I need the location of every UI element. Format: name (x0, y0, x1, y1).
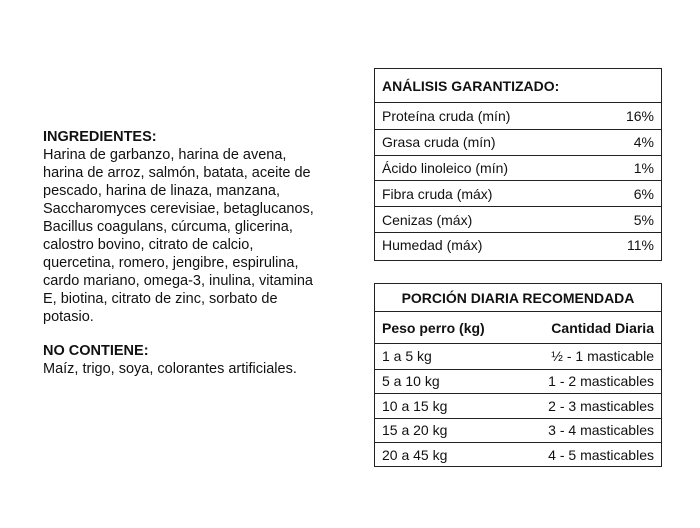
dosage-title: PORCIÓN DIARIA RECOMENDADA (375, 284, 661, 312)
ingredients-line: cardo mariano, omega-3, inulina, vitamina (43, 273, 313, 289)
analysis-value: 16% (625, 107, 654, 124)
daily-dosage-table (374, 283, 662, 467)
ingredients-line: Saccharomyces cerevisiae, betaglucanos, (43, 201, 314, 217)
dosage-row (375, 369, 661, 394)
dosage-weight: 10 a 15 kg (382, 397, 448, 414)
dosage-amount: 4 - 5 masticables (548, 446, 654, 463)
dosage-col-weight: Peso perro (kg) (382, 319, 485, 336)
analysis-row (375, 206, 661, 232)
not-contains-text: Maíz, trigo, soya, colorantes artificiales. (43, 361, 297, 377)
ingredients-line: harina de arroz, salmón, batata, aceite de (43, 165, 311, 181)
analysis-row (375, 180, 661, 206)
analysis-row (375, 103, 661, 129)
dosage-col-amount: Cantidad Diaria (551, 319, 654, 336)
dosage-weight: 1 a 5 kg (382, 348, 432, 365)
ingredients-line: potasio. (43, 309, 94, 325)
ingredients-line: pescado, harina de linaza, manzana, (43, 183, 280, 199)
analysis-title (375, 69, 661, 103)
analysis-value: 6% (633, 185, 654, 202)
dosage-amount: 3 - 4 masticables (548, 422, 654, 439)
dosage-amount: ½ - 1 masticable (551, 348, 654, 365)
ingredients-line: Harina de garbanzo, harina de avena, (43, 147, 287, 163)
ingredients-panel (43, 128, 338, 378)
analysis-row (375, 155, 661, 181)
dosage-weight: 20 a 45 kg (382, 446, 448, 463)
analysis-label: Grasa cruda (mín) (382, 134, 496, 151)
analysis-value: 11% (627, 237, 654, 254)
section-spacer (43, 326, 338, 342)
dosage-row (375, 418, 661, 443)
dosage-amount: 1 - 2 masticables (548, 373, 654, 390)
dosage-weight: 15 a 20 kg (382, 422, 448, 439)
dosage-column-headers (375, 312, 661, 344)
dosage-amount: 2 - 3 masticables (548, 397, 654, 414)
ingredients-title: INGREDIENTES: (43, 129, 157, 145)
analysis-label: Ácido linoleico (mín) (382, 159, 509, 176)
analysis-title-text: ANÁLISIS GARANTIZADO: (382, 77, 560, 94)
analysis-label: Fibra cruda (máx) (382, 185, 493, 202)
analysis-label: Proteína cruda (mín) (382, 107, 511, 124)
analysis-label: Humedad (máx) (382, 237, 483, 254)
analysis-value: 5% (633, 211, 654, 228)
guaranteed-analysis-table (374, 68, 662, 261)
dosage-row (375, 442, 661, 467)
analysis-label: Cenizas (máx) (382, 211, 473, 228)
ingredients-line: Bacillus coagulans, cúrcuma, glicerina, (43, 219, 293, 235)
not-contains-title: NO CONTIENE: (43, 343, 149, 359)
dosage-row (375, 344, 661, 369)
ingredients-line: calostro bovino, citrato de calcio, (43, 237, 254, 253)
ingredients-line: quercetina, romero, jengibre, espirulina, (43, 255, 299, 271)
analysis-value: 4% (633, 134, 654, 151)
dosage-row (375, 393, 661, 418)
analysis-value: 1% (633, 159, 654, 176)
ingredients-line: E, biotina, citrato de zinc, sorbato de (43, 291, 278, 307)
analysis-row (375, 129, 661, 155)
dosage-weight: 5 a 10 kg (382, 373, 440, 390)
analysis-row (375, 232, 661, 258)
